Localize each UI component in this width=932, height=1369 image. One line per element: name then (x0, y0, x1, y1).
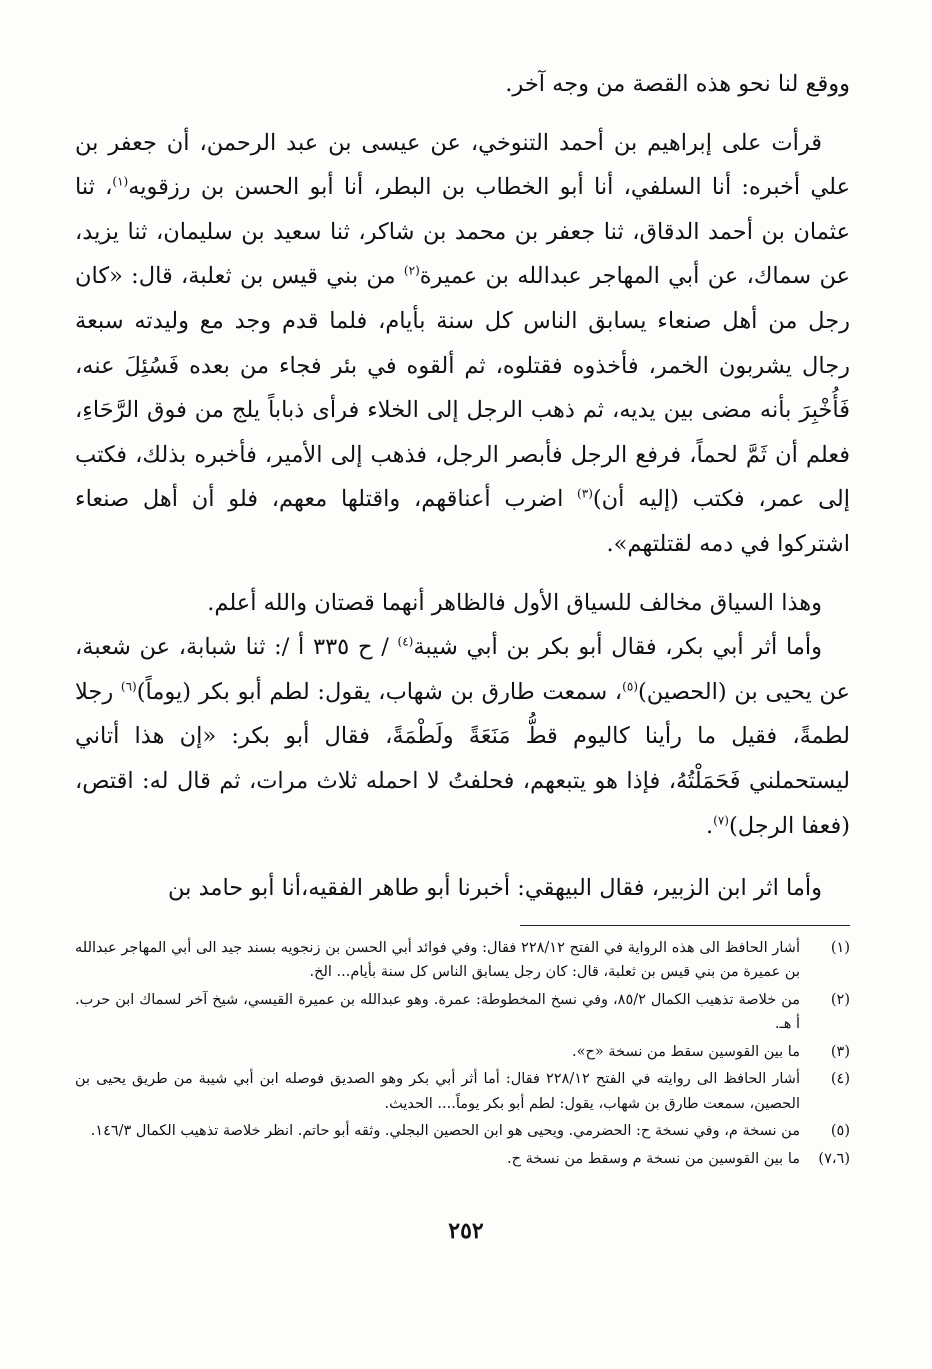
footnote-number: (٥) (830, 1123, 850, 1140)
footnote-1 (75, 936, 850, 985)
footnote-3 (75, 1040, 850, 1065)
footnote-text: ما بين القوسين من نسخة م وسقط من نسخة ح. (507, 1150, 800, 1167)
paragraph-text: . (705, 812, 714, 839)
footnote-number: (٧،٦) (818, 1150, 850, 1167)
paragraph-first-narration (75, 121, 850, 567)
paragraph-text: وأما أثر أبي بكر، فقال أبو بكر بن أبي شيبة (413, 634, 823, 661)
page-body (75, 62, 850, 1174)
footnotes (75, 936, 850, 1172)
footnote-text: من خلاصة تذهيب الكمال ٨٥/٢، وفي نسخ المخطوطة: عمرة. وهو عبدالله بن عميرة القيسي، شيخ آخر لسماك ابن حرب. أ هـ. (75, 991, 801, 1033)
footnote-ref-5: (٥) (622, 679, 638, 694)
footnote-number: (٢) (830, 991, 850, 1008)
footnote-number: (١) (830, 939, 850, 956)
paragraph-conclusion (75, 581, 850, 626)
paragraph-intro (75, 62, 850, 107)
footnote-2 (75, 988, 850, 1037)
footnote-5 (75, 1119, 850, 1144)
footnote-4 (75, 1067, 850, 1116)
paragraph-text: من بني قيس بن ثعلبة، قال: «كان رجل من أهل صنعاء يسابق الناس كل سنة بأيام، فلما قدم وجد مع وليدته سبعة رجال يشربون الخمر، فأخذوه فقتلوه، ثم ألقوه في بئر فجاء من بعده فَسُئِلَ عنه، فَأُخْبِرَ بأنه مضى بين يديه، ثم ذهب الرجل إلى الخلاء فرأى ذباباً يلج من فوق الرَّحَاءِ، فعلم أن ثَمَّ لحماً، فرفع الرجل فأبصر الرجل، فذهب إلى الأمير، فأخبره بذلك، فكتب إلى عمر، فكتب (إليه أن) (75, 263, 851, 513)
footnote-text: أشار الحافظ الى روايته في الفتح ٢٢٨/١٢ فقال: أما أثر أبي بكر وهو الصديق فوصله ابن أبي شيبة من طريق يحيى بن الحصين، سمعت طارق بن شهاب، يقول: لطم أبو بكر يوماً.... الحديث. (75, 1071, 800, 1112)
footnote-number: (٤) (830, 1071, 850, 1088)
footnote-text: من نسخة م، وفي نسخة ح: الحضرمي. ويحيى هو ابن الحصين البجلي. وثقه أبو حاتم. انظر خلاصة تذهيب الكمال ١٤٦/٣. (90, 1123, 800, 1140)
paragraph-text: / ح ٣٣٥ أ /: ثنا شبابة، عن شعبة، عن يحيى بن (الحصين) (75, 634, 850, 705)
paragraph-text: ، سمعت طارق بن شهاب، يقول: لطم أبو بكر (يوماً) (136, 678, 623, 705)
footnote-6-7 (75, 1147, 850, 1172)
paragraph-abu-bakr (75, 625, 850, 848)
footnote-ref-3: (٣) (577, 486, 593, 501)
paragraph-text: ، ثنا عثمان بن أحمد الدقاق، ثنا جعفر بن محمد بن شاكر، ثنا سعيد بن سليمان، ثنا يزيد، عن سماك، عن أبي المهاجر عبدالله بن عميرة (75, 174, 850, 290)
footnote-text: أشار الحافظ الى هذه الرواية في الفتح ٢٢٨/١٢ فقال: وفي فوائد أبي الحسن بن زنجويه بسند جيد الى أبي المهاجر عبدالله بن عميرة من بني قيس بن ثعلبة، قال: كان رجل يسابق الناس كل سنة بأيام... الخ. (75, 939, 800, 981)
paragraph-ibn-zubair (75, 866, 850, 911)
footnote-ref-7: (٧) (713, 813, 729, 827)
paragraph-text: ووقع لنا نحو هذه القصة من وجه آخر. (505, 71, 850, 97)
paragraph-text: وأما اثر ابن الزبير، فقال البيهقي: أخبرنا أبو طاهر الفقيه،أنا أبو حامد بن (168, 875, 822, 902)
footnote-ref-6: (٦) (120, 679, 137, 694)
footnote-number: (٣) (830, 1043, 850, 1060)
footnote-divider (520, 925, 850, 926)
paragraph-text: اضرب أعناقهم، واقتلها معهم، فلو أن أهل صنعاء اشتركوا في دمه لقتلتهم». (75, 486, 850, 557)
paragraph-text: رجلا لطمةً، فقيل ما رأينا كاليوم قطُّ مَنَعَةً ولَطْمَةً، فقال أبو بكر: «إن هذا أتاني ليستحملني فَحَمَلْتُهُ، فإذا هو يتبعهم، فحلفتُ لا احمله ثلاث مرات، ثم قال له: اقتص، (فعفا الرجل) (75, 678, 850, 839)
paragraph-text: وهذا السياق مخالف للسياق الأول فالظاهر أنهما قصتان والله أعلم. (207, 589, 822, 616)
page-number: ٢٥٢ (448, 1218, 484, 1244)
footnote-ref-4: (٤) (397, 634, 414, 649)
footnote-ref-1: (١) (112, 174, 129, 189)
footnote-text: ما بين القوسين سقط من نسخة «ح». (572, 1043, 800, 1060)
footnote-ref-2: (٢) (403, 263, 420, 278)
paragraph-text: قرأت على إبراهيم بن أحمد التنوخي، عن عيسى بن عبد الرحمن، أن جعفر بن علي أخبره: أنا السلفي، أنا أبو الخطاب بن البطر، أنا أبو الحسن بن رزقويه (75, 129, 850, 201)
